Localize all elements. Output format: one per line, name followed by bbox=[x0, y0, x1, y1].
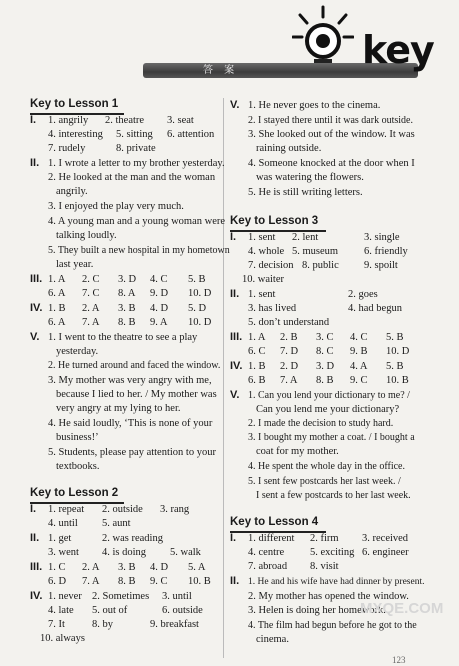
section-v: V. bbox=[230, 389, 240, 401]
answer: 7. A bbox=[280, 375, 298, 386]
answer: cinema. bbox=[256, 634, 289, 645]
answer: 7. decision bbox=[248, 260, 294, 271]
answer: 8. A bbox=[118, 288, 136, 299]
lesson-4-heading bbox=[230, 515, 326, 529]
answer: 1. repeat bbox=[48, 504, 85, 515]
answer: angrily. bbox=[56, 186, 88, 197]
answer: 4. whole bbox=[248, 246, 285, 257]
answer: 6. engineer bbox=[362, 547, 409, 558]
answer: 10. B bbox=[188, 576, 211, 587]
answer: 3. B bbox=[118, 562, 136, 573]
answer: 6. A bbox=[48, 317, 66, 328]
answer: yesterday. bbox=[56, 346, 99, 357]
answer: 4. D bbox=[150, 562, 169, 573]
answer: 2. goes bbox=[348, 289, 378, 300]
answer: 8. visit bbox=[310, 561, 339, 572]
answer: 5. I sent few postcards her last week. / bbox=[248, 476, 401, 487]
answer: 9. A bbox=[150, 317, 168, 328]
page-number: 123 bbox=[392, 655, 406, 665]
answer: 7. A bbox=[82, 576, 100, 587]
answer: 2. B bbox=[280, 332, 298, 343]
answer: 5. A bbox=[188, 562, 206, 573]
lesson-1-title: Key to Lesson 1 bbox=[30, 98, 119, 110]
section-iii: III. bbox=[30, 273, 43, 285]
key-title: key bbox=[362, 28, 434, 72]
answer: 5. B bbox=[386, 332, 404, 343]
answer: 4. He said loudly, ‘This is none of your bbox=[48, 418, 213, 429]
answer: 1. B bbox=[248, 361, 266, 372]
answer: 3. C bbox=[316, 332, 334, 343]
answer: 9. breakfast bbox=[150, 619, 199, 630]
answer: 6. C bbox=[248, 346, 266, 357]
answer: last year. bbox=[56, 259, 94, 270]
answer: 4. centre bbox=[248, 547, 285, 558]
answer: 1. I wrote a letter to my brother yesterday. bbox=[48, 158, 225, 169]
answer: raining outside. bbox=[256, 143, 322, 154]
answer: 2. lent bbox=[292, 232, 319, 243]
answer: 8. B bbox=[316, 375, 334, 386]
answer: Can you lend me your dictionary? bbox=[256, 404, 400, 415]
answer: 3. I enjoyed the play very much. bbox=[48, 201, 184, 212]
answer: 4. He spent the whole day in the office. bbox=[248, 461, 405, 472]
section-iv: IV. bbox=[30, 590, 43, 602]
answer: 10. always bbox=[40, 633, 85, 644]
answer: 2. D bbox=[280, 361, 299, 372]
answer: 8. by bbox=[92, 619, 113, 630]
answer: 1. never bbox=[48, 591, 82, 602]
answer: 1. different bbox=[248, 533, 295, 544]
answer: 8. public bbox=[302, 260, 339, 271]
answer: 7. D bbox=[280, 346, 299, 357]
answer: 7. C bbox=[82, 288, 100, 299]
answer: 5. He is still writing letters. bbox=[248, 187, 363, 198]
section-i: I. bbox=[230, 532, 237, 544]
answer: 8. C bbox=[316, 346, 334, 357]
answer: 2. outside bbox=[102, 504, 143, 515]
answer: 4. The film had begun before he got to the bbox=[248, 620, 417, 631]
lesson-2-heading bbox=[30, 486, 124, 500]
answer: 8. private bbox=[116, 143, 156, 154]
answer: 8. B bbox=[118, 576, 136, 587]
answer: 3. I bought my mother a coat. / I bought a bbox=[248, 432, 415, 443]
answer: 5. B bbox=[188, 274, 206, 285]
answer: 1. A bbox=[48, 274, 66, 285]
answer: 5. out of bbox=[92, 605, 128, 616]
answer: 9. D bbox=[150, 288, 169, 299]
answer: 3. B bbox=[118, 303, 136, 314]
answer: 7. A bbox=[82, 317, 100, 328]
answer: 10. D bbox=[188, 288, 212, 299]
answer: 5. exciting bbox=[310, 547, 355, 558]
section-ii: II. bbox=[230, 288, 240, 300]
answer: 4. had begun bbox=[348, 303, 402, 314]
section-ii: II. bbox=[30, 532, 40, 544]
section-iv: IV. bbox=[230, 360, 243, 372]
answer: 2. My mother has opened the window. bbox=[248, 591, 409, 602]
answer: 10. D bbox=[386, 346, 410, 357]
answer: 3. has lived bbox=[248, 303, 297, 314]
answer: I sent a few postcards to her last week. bbox=[256, 490, 411, 501]
answer: talking loudly. bbox=[56, 230, 117, 241]
answer: 6. D bbox=[48, 576, 67, 587]
answer: 6. B bbox=[248, 375, 266, 386]
answer: 7. abroad bbox=[248, 561, 288, 572]
answer: 7. It bbox=[48, 619, 65, 630]
answer: was watering the flowers. bbox=[256, 172, 364, 183]
answer: 1. I went to the theatre to see a play bbox=[48, 332, 198, 343]
answer: 5. museum bbox=[292, 246, 339, 257]
answer: 6. friendly bbox=[364, 246, 408, 257]
answer: 1. B bbox=[48, 303, 66, 314]
watermark: MXQE.COM bbox=[360, 600, 444, 617]
answer: 4. C bbox=[350, 332, 368, 343]
section-v: V. bbox=[230, 99, 240, 111]
section-ii: II. bbox=[30, 157, 40, 169]
answer: 3. D bbox=[118, 274, 137, 285]
answer: 3. went bbox=[48, 547, 79, 558]
answer: 1. sent bbox=[248, 289, 276, 300]
answer: 4. interesting bbox=[48, 129, 103, 140]
answer: 3. rang bbox=[160, 504, 190, 515]
answer: 4. until bbox=[48, 518, 78, 529]
answer: 5. D bbox=[188, 303, 207, 314]
answer: 1. angrily bbox=[48, 115, 89, 126]
answer: 2. theatre bbox=[105, 115, 145, 126]
answer: 5. B bbox=[386, 361, 404, 372]
answer: 2. A bbox=[82, 562, 100, 573]
answer: 8. B bbox=[118, 317, 136, 328]
answer: 10. B bbox=[386, 375, 409, 386]
answer: 2. He looked at the man and the woman bbox=[48, 172, 216, 183]
column-divider bbox=[223, 98, 224, 658]
section-iv: IV. bbox=[30, 302, 43, 314]
answer: very angry at my lying to her. bbox=[56, 403, 181, 414]
lesson-3-heading bbox=[230, 214, 326, 228]
answer: because I lied to her. / My mother was bbox=[56, 389, 217, 400]
answer: 3. Helen is doing her homework. bbox=[248, 605, 386, 616]
section-iii: III. bbox=[30, 561, 43, 573]
answer: 5. They built a new hospital in my hometown bbox=[48, 245, 230, 256]
answer: textbooks. bbox=[56, 461, 100, 472]
lesson-2-title: Key to Lesson 2 bbox=[30, 487, 119, 499]
section-i: I. bbox=[230, 231, 237, 243]
section-i: I. bbox=[30, 503, 37, 515]
answer: 2. firm bbox=[310, 533, 339, 544]
header-band-text: 答 案 bbox=[203, 65, 239, 76]
answer: 9. B bbox=[350, 346, 368, 357]
answer: 1. Can you lend your dictionary to me? / bbox=[248, 390, 410, 401]
answer: 4. A bbox=[350, 361, 368, 372]
answer: 4. A young man and a young woman were bbox=[48, 216, 226, 227]
lesson-3-title: Key to Lesson 3 bbox=[230, 215, 319, 227]
answer: 3. received bbox=[362, 533, 409, 544]
answer: 5. Students, please pay attention to your bbox=[48, 447, 216, 458]
section-v: V. bbox=[30, 331, 40, 343]
answer: 4. D bbox=[150, 303, 169, 314]
answer: 4. late bbox=[48, 605, 74, 616]
answer: 3. seat bbox=[167, 115, 194, 126]
answer: 1. get bbox=[48, 533, 72, 544]
answer: 9. C bbox=[150, 576, 168, 587]
answer: 2. A bbox=[82, 303, 100, 314]
answer: 3. She looked out of the window. It was bbox=[248, 129, 415, 140]
answer: 4. Someone knocked at the door when I bbox=[248, 158, 415, 169]
answer: 2. C bbox=[82, 274, 100, 285]
answer: 6. attention bbox=[167, 129, 215, 140]
answer: 6. outside bbox=[162, 605, 203, 616]
section-iii: III. bbox=[230, 331, 243, 343]
answer: 9. C bbox=[350, 375, 368, 386]
answer: 2. I stayed there until it was dark outside. bbox=[248, 115, 413, 126]
answer: 7. rudely bbox=[48, 143, 86, 154]
answer: 5. don’t understand bbox=[248, 317, 330, 328]
answer: 9. spoilt bbox=[364, 260, 398, 271]
answer: 1. He never goes to the cinema. bbox=[248, 100, 381, 111]
answer: 2. was reading bbox=[102, 533, 163, 544]
answer: 3. D bbox=[316, 361, 335, 372]
answer: 3. single bbox=[364, 232, 400, 243]
section-i: I. bbox=[30, 114, 37, 126]
section-ii: II. bbox=[230, 575, 240, 587]
lesson-4-title: Key to Lesson 4 bbox=[230, 516, 319, 528]
answer: business!’ bbox=[56, 432, 99, 443]
answer: 10. waiter bbox=[242, 274, 284, 285]
answer: 5. sitting bbox=[116, 129, 153, 140]
answer: 6. A bbox=[48, 288, 66, 299]
answer: 5. walk bbox=[170, 547, 201, 558]
answer: 3. My mother was very angry with me, bbox=[48, 375, 212, 386]
answer: 5. aunt bbox=[102, 518, 131, 529]
answer: 3. until bbox=[162, 591, 192, 602]
answer: 10. D bbox=[188, 317, 212, 328]
answer: 4. is doing bbox=[102, 547, 147, 558]
lesson-1-heading bbox=[30, 97, 124, 111]
answer: 4. C bbox=[150, 274, 168, 285]
answer: 2. Sometimes bbox=[92, 591, 150, 602]
answer: 1. sent bbox=[248, 232, 276, 243]
answer: 2. I made the decision to study hard. bbox=[248, 418, 394, 429]
answer: 1. A bbox=[248, 332, 266, 343]
answer: coat for my mother. bbox=[256, 446, 339, 457]
answer: 1. C bbox=[48, 562, 66, 573]
answer: 1. He and his wife have had dinner by present. bbox=[248, 577, 425, 587]
answer: 2. He turned around and faced the window. bbox=[48, 360, 221, 371]
